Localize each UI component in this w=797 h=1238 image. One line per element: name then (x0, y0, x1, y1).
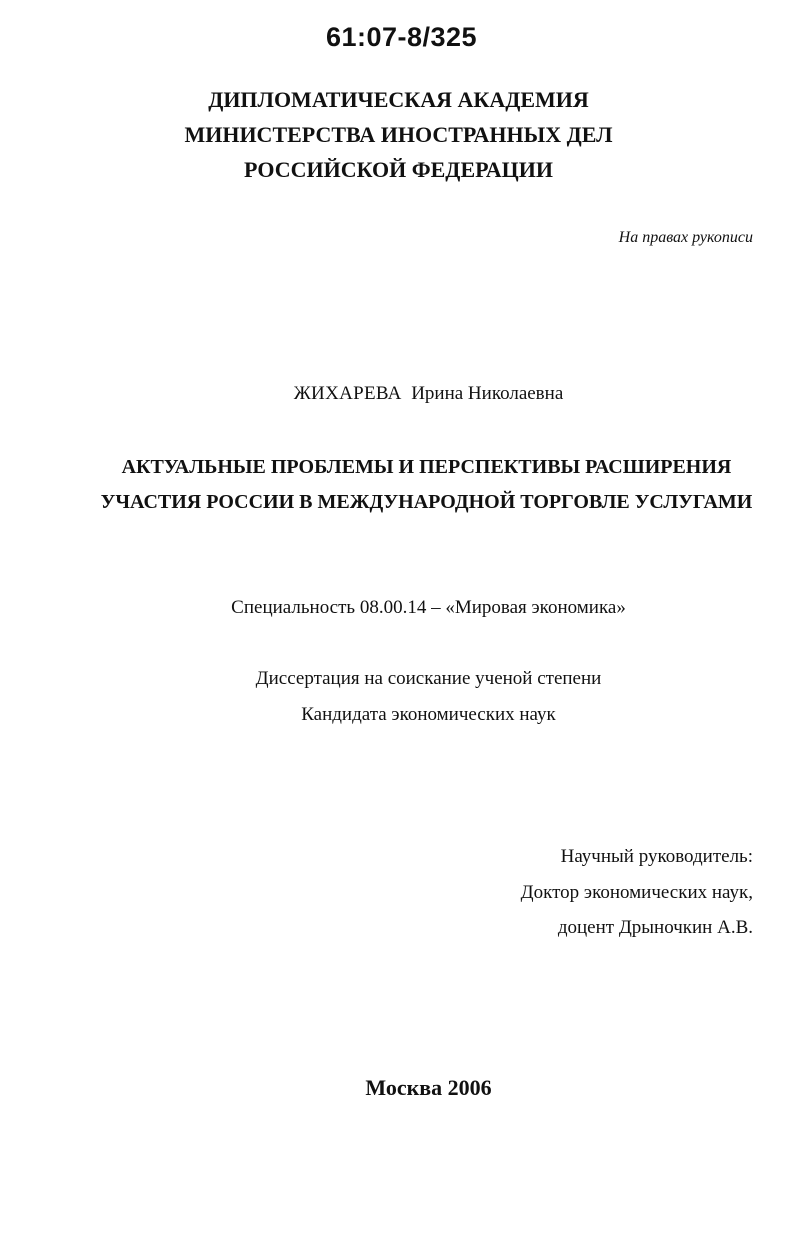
catalog-number: 61:07-8/325 (325, 22, 478, 52)
author-surname: ЖИХАРЕВА (293, 383, 402, 404)
author-given-names: Ирина Николаевна (411, 383, 564, 404)
institution-line-3: РОССИЙСКОЙ ФЕДЕРАЦИИ (244, 157, 553, 182)
thesis-title-line-1: АКТУАЛЬНЫЕ ПРОБЛЕМЫ И ПЕРСПЕКТИВЫ РАСШИРЕНИЯ (121, 456, 732, 478)
degree-line-1: Диссертация на соискание ученой степени (255, 668, 602, 689)
specialty: Специальность 08.00.14 – «Мировая экономика» (231, 597, 626, 618)
supervisor-label: Научный руководитель: (560, 846, 753, 867)
city-year: Москва 2006 (365, 1075, 492, 1100)
institution-line-2: МИНИСТЕРСТВА ИНОСТРАННЫХ ДЕЛ (184, 122, 613, 147)
supervisor-name: доцент Дрыночкин А.В. (557, 917, 753, 938)
thesis-title-line-2: УЧАСТИЯ РОССИИ В МЕЖДУНАРОДНОЙ ТОРГОВЛЕ УСЛУГАМИ (100, 491, 753, 513)
manuscript-note: На правах рукописи (618, 229, 753, 246)
author-name (0, 383, 797, 405)
degree-line-2: Кандидата экономических наук (301, 704, 556, 725)
institution-line-1: ДИПЛОМАТИЧЕСКАЯ АКАДЕМИЯ (208, 87, 589, 112)
supervisor-degree: Доктор экономических наук, (520, 882, 753, 903)
